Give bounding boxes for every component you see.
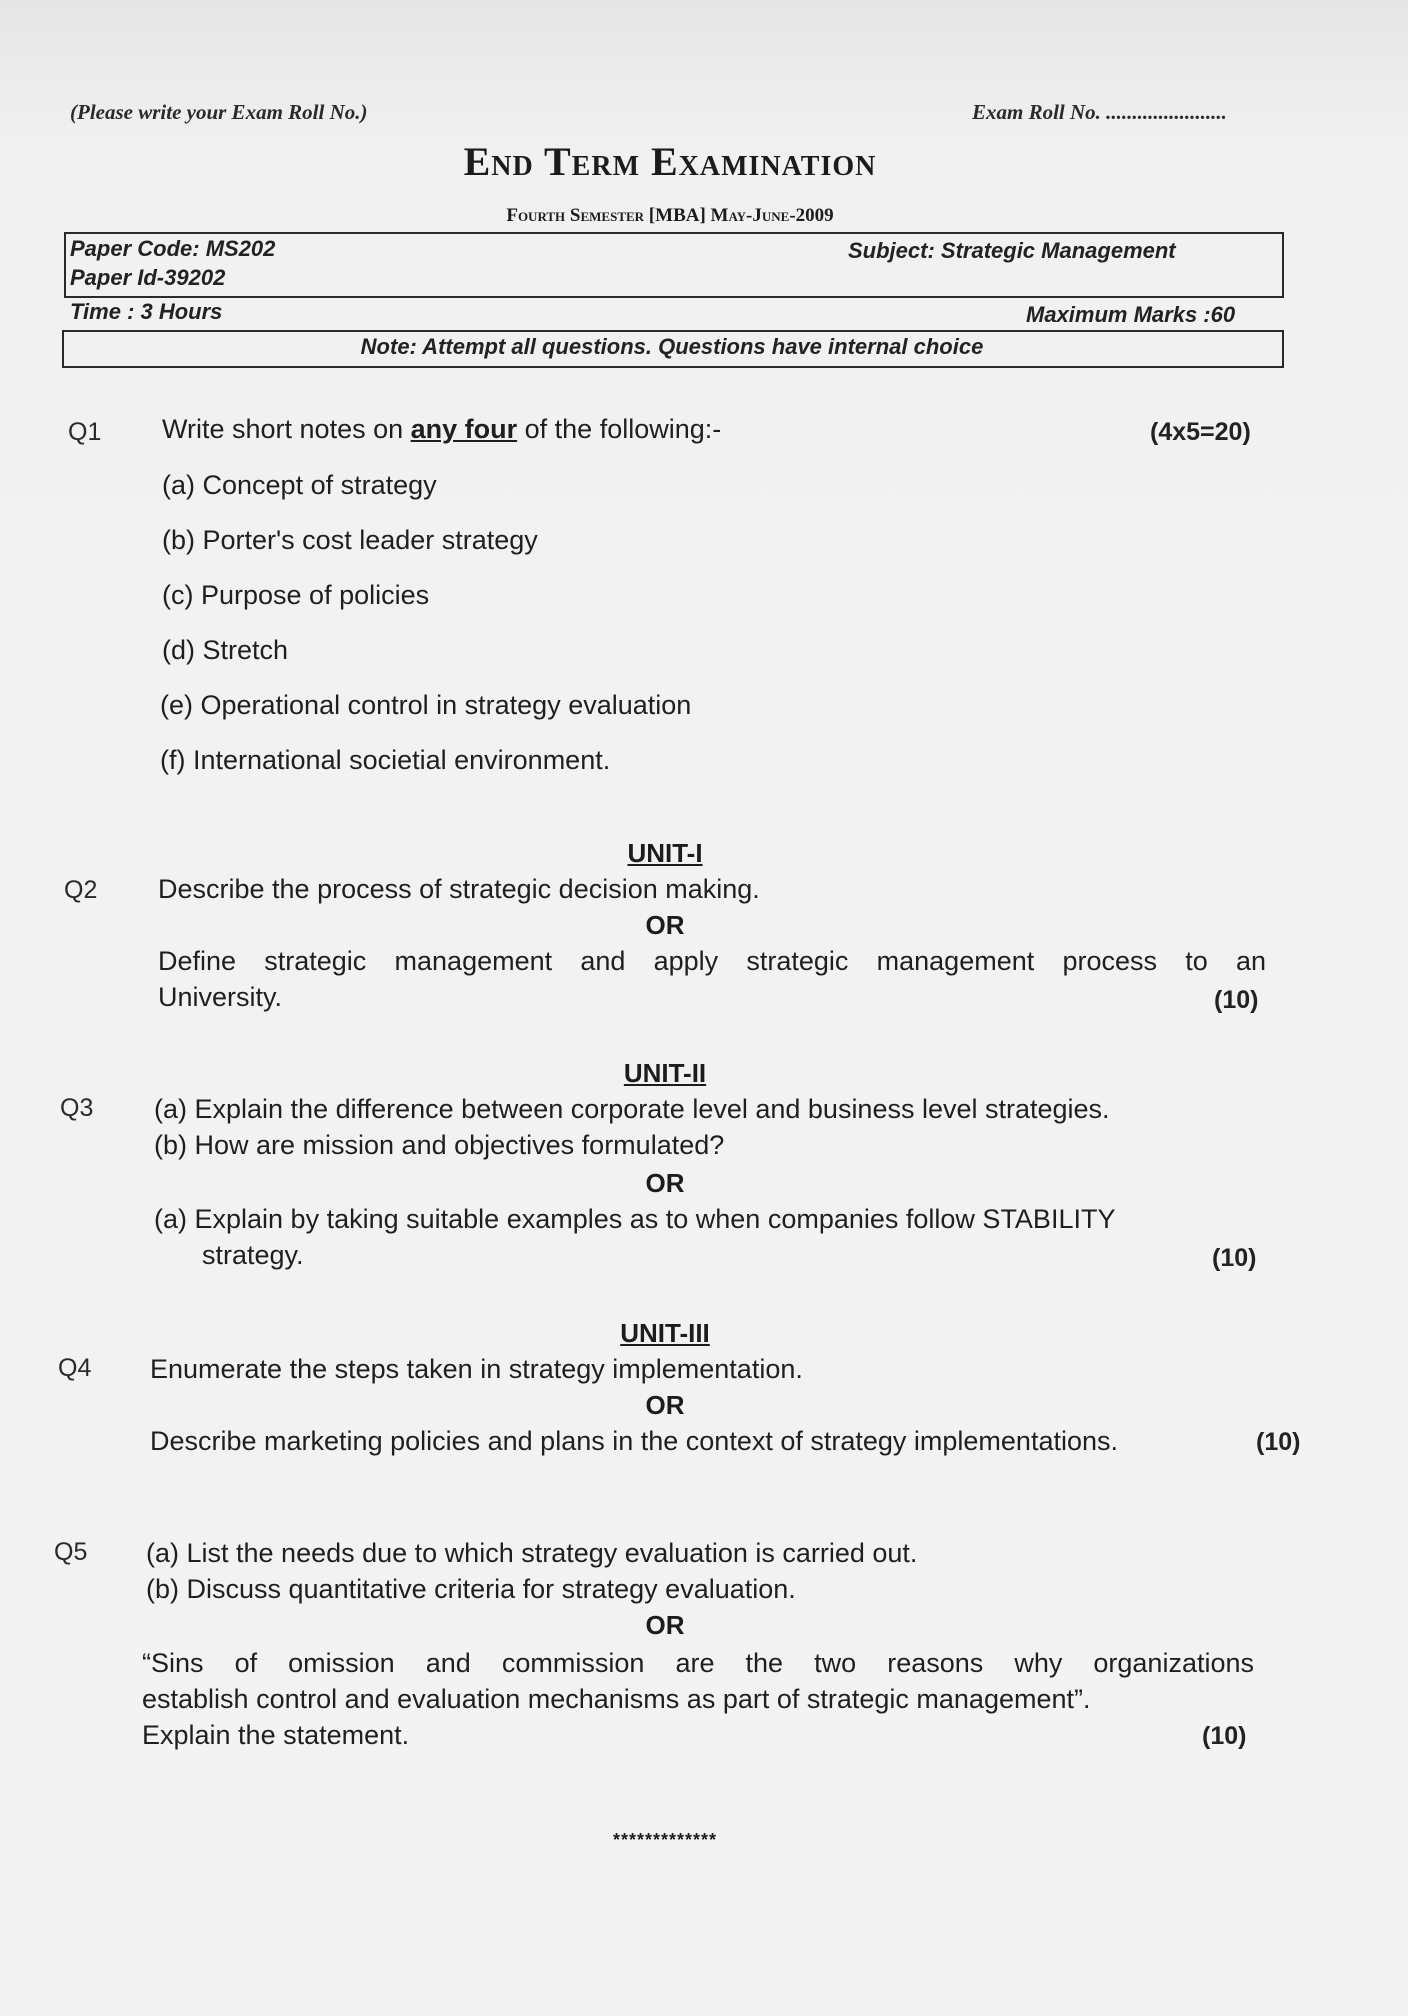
q2-or: OR [645,910,685,940]
subject: Subject: Strategic Management [848,238,1176,263]
q5-or: OR [645,1610,685,1640]
note-text: Note: Attempt all questions. Questions have internal choice [360,334,984,359]
q2-option-b-line1: Define strategic management and apply strategic management process to an [158,946,1266,976]
q1-marks: (4x5=20) [1150,418,1251,446]
q4-marks: (10) [1256,1428,1301,1456]
q2-marks: (10) [1214,986,1259,1014]
q1-text: Write short notes on any four of the following:- [162,414,722,444]
q5-option-c-line1: “Sins of omission and commission are the two reasons why organizations [142,1648,1254,1678]
paper-code: Paper Code: MS202 [70,236,276,261]
q5-part-b: (b) Discuss quantitative criteria for strategy evaluation. [146,1574,796,1604]
q2-option-b-line2: University. [158,982,283,1012]
end-stars: ************* [612,1830,718,1850]
exam-title: End Term Examination [463,139,877,184]
q3-option-c-line1: (a) Explain by taking suitable examples as to when companies follow STABILITY [154,1204,1116,1234]
q5-option-c-line2: establish control and evaluation mechanisms as part of strategic management”. [142,1684,1091,1714]
q5-part-a: (a) List the needs due to which strategy evaluation is carried out. [146,1538,918,1568]
q4-option-a: Enumerate the steps taken in strategy implementation. [150,1354,803,1384]
exam-subtitle: Fourth Semester [MBA] May-June-2009 [506,205,834,226]
unit-1-heading: UNIT-I [627,838,703,868]
q1-number: Q1 [68,418,102,446]
unit-2-heading: UNIT-II [623,1058,707,1088]
q5-number: Q5 [54,1538,88,1566]
q1-item-e: (e) Operational control in strategy evaluation [160,690,692,720]
exam-time: Time : 3 Hours [70,299,223,324]
q5-option-c-line3: Explain the statement. [142,1720,410,1750]
q3-number: Q3 [60,1094,94,1122]
roll-number-note: (Please write your Exam Roll No.) [70,100,368,124]
q1-item-d: (d) Stretch [162,635,289,665]
q1-item-a: (a) Concept of strategy [162,470,437,500]
q1-emphasis: any four [410,414,518,444]
q3-option-c-line2: strategy. [202,1240,304,1270]
maximum-marks: Maximum Marks :60 [1026,302,1236,327]
q3-part-b: (b) How are mission and objectives formulated? [154,1130,725,1160]
q1-item-b: (b) Porter's cost leader strategy [162,525,538,555]
q3-or: OR [645,1168,685,1198]
q2-option-a: Describe the process of strategic decision making. [158,874,760,904]
q4-option-b: Describe marketing policies and plans in the context of strategy implementations. [150,1426,1118,1456]
q4-or: OR [645,1390,685,1420]
roll-number-label: Exam Roll No. ....................... [972,100,1227,124]
q3-marks: (10) [1212,1244,1257,1272]
q1-item-f: (f) International societial environment. [160,745,611,775]
q2-number: Q2 [64,876,98,904]
q1-item-c: (c) Purpose of policies [162,580,430,610]
paper-id: Paper Id-39202 [70,265,226,290]
q3-part-a: (a) Explain the difference between corporate level and business level strategies. [154,1094,1110,1124]
unit-3-heading: UNIT-III [620,1318,710,1348]
q5-marks: (10) [1202,1722,1247,1750]
q4-number: Q4 [58,1354,92,1382]
